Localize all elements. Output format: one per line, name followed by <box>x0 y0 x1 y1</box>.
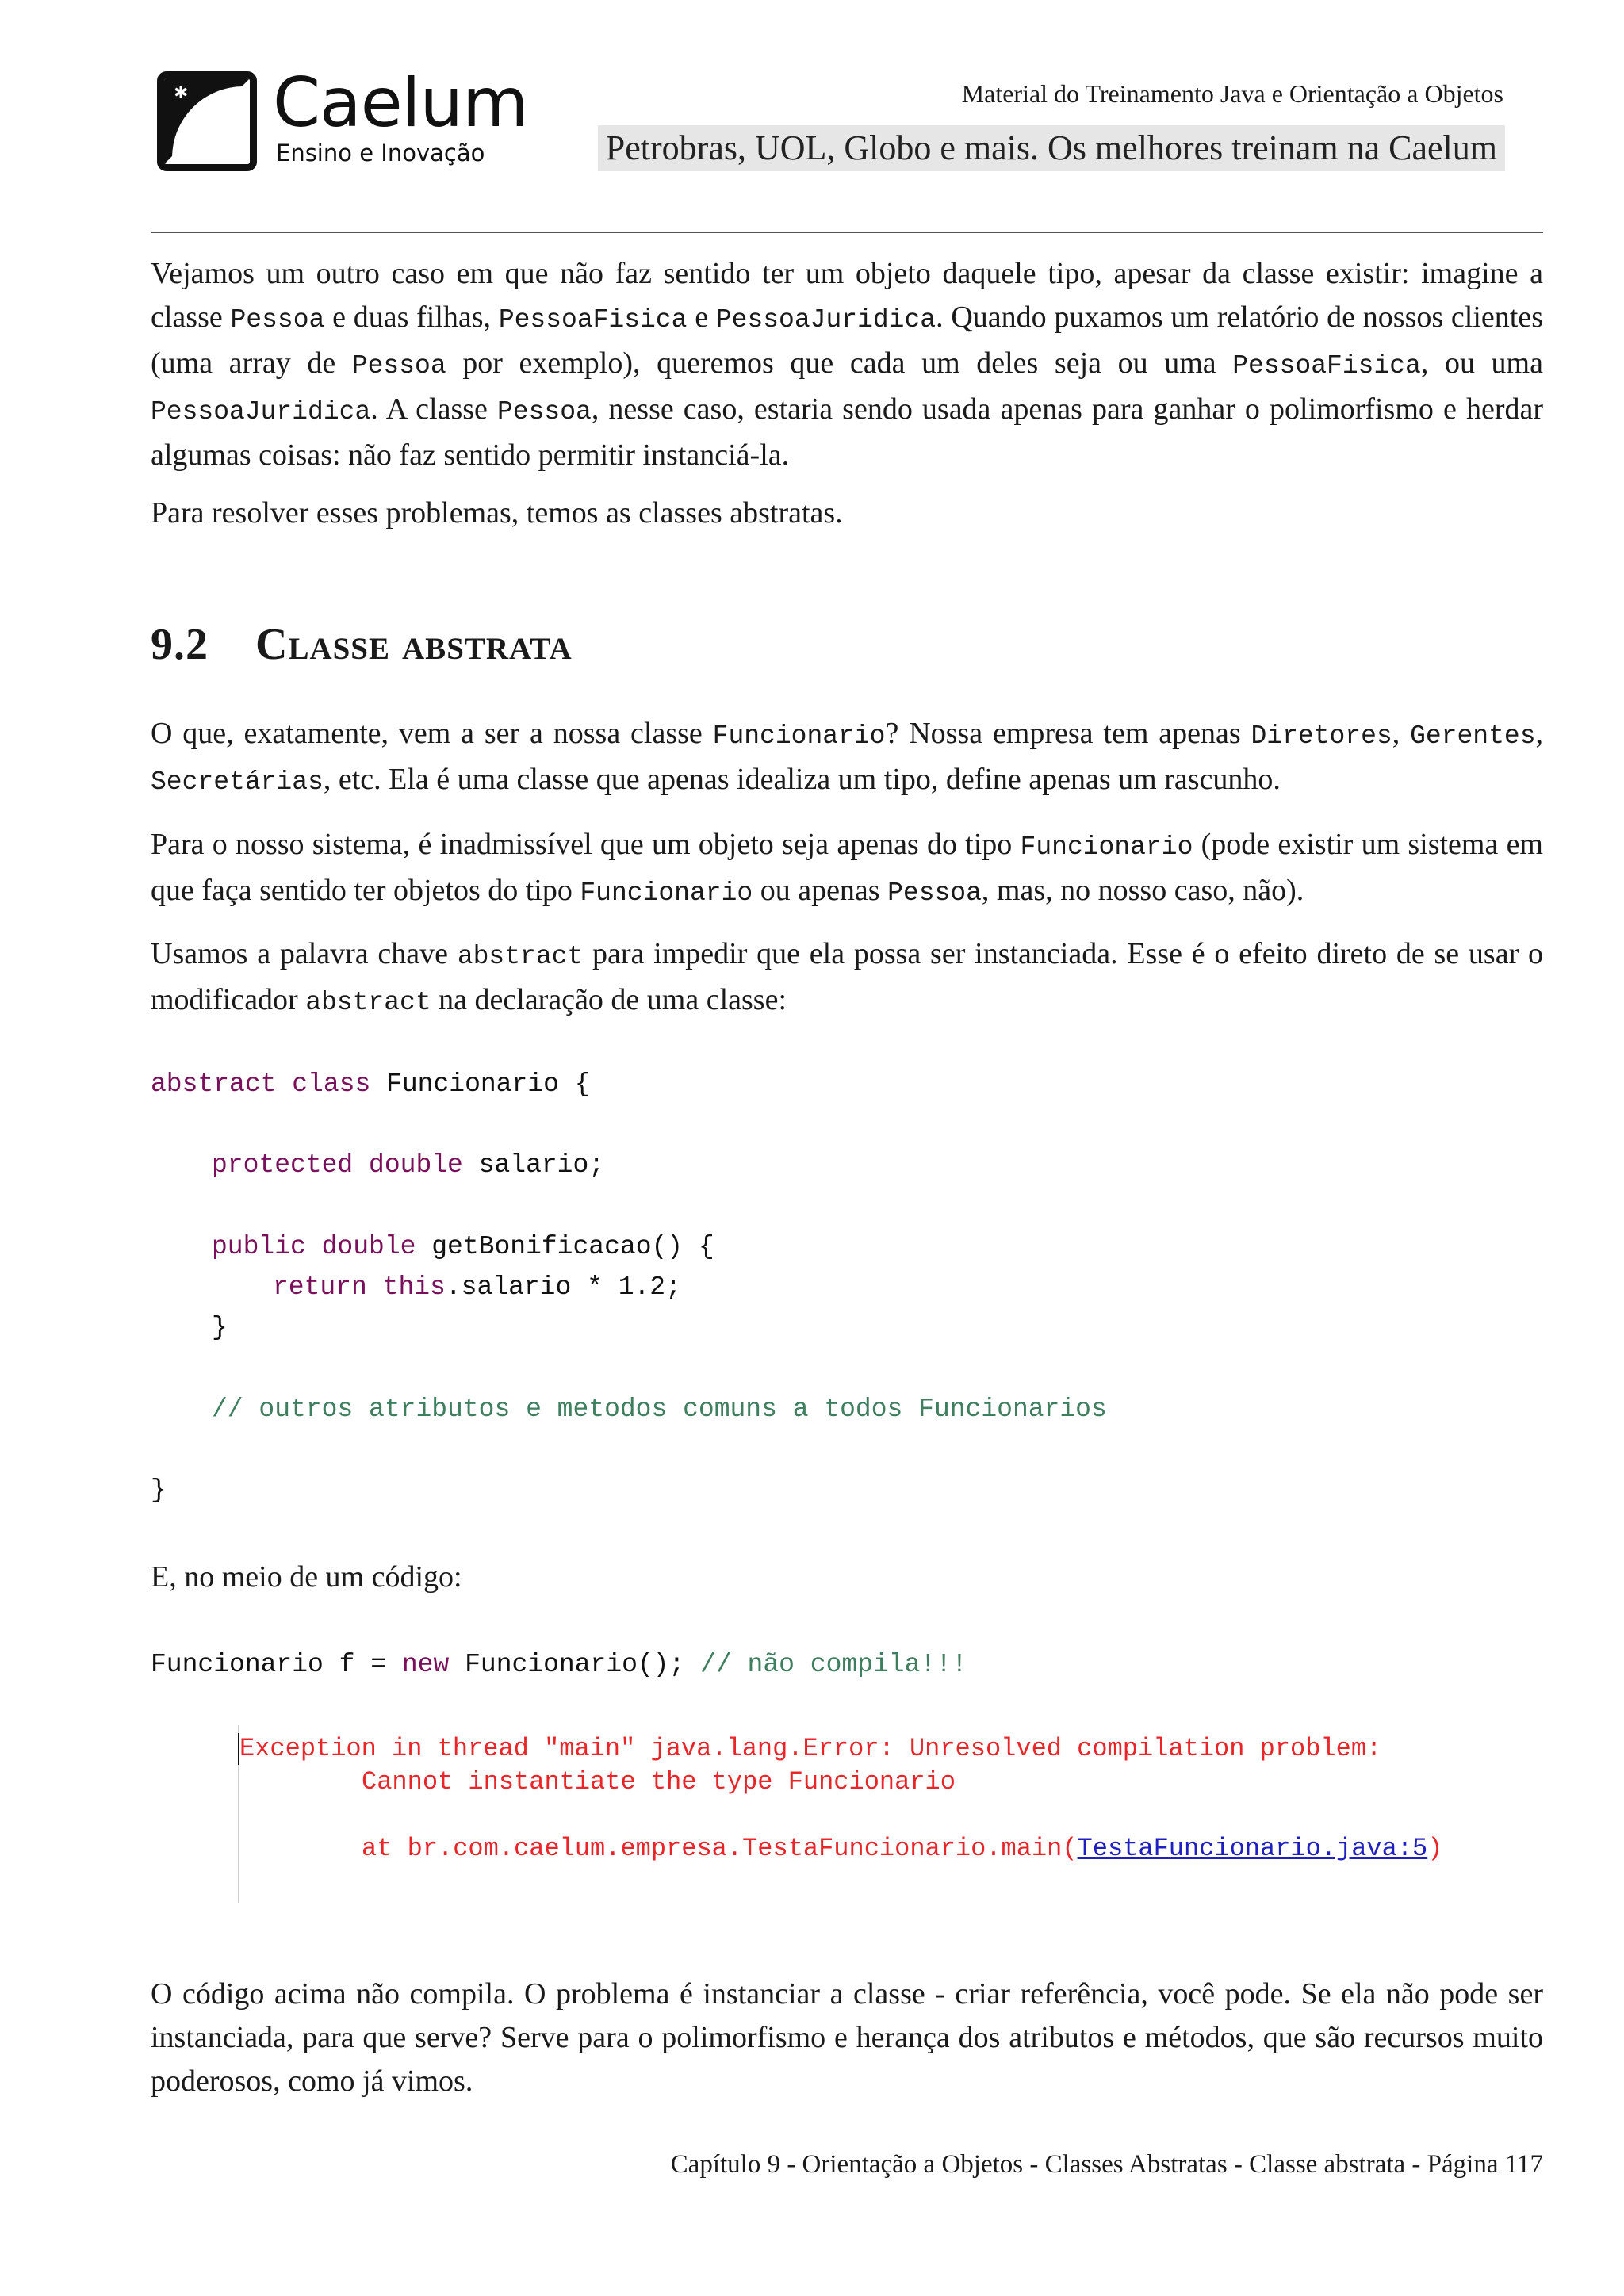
code-block-instantiation: Funcionario f = new Funcionario(); // não compila!!! <box>151 1650 967 1679</box>
stack-trace-link[interactable]: TestaFuncionario.java:5 <box>1077 1834 1428 1863</box>
code-line: public double getBonificacao() { <box>212 1232 714 1261</box>
section-number: 9.2 <box>151 620 209 669</box>
inline-code: abstract <box>305 988 431 1017</box>
console-error-line: Cannot instantiate the type Funcionario <box>362 1767 956 1797</box>
inline-code: Pessoa <box>351 351 446 381</box>
training-title: Material do Treinamento Java e Orientação a Objetos <box>961 79 1503 108</box>
inline-code: PessoaFisica <box>1232 351 1421 381</box>
inline-code: PessoaJuridica <box>151 397 371 427</box>
inline-code: Diretores <box>1251 721 1392 751</box>
body-paragraph-3: O que, exatamente, vem a ser a nossa classe Funcionario? Nossa empresa tem apenas Diretores, Gerentes, Secretárias, etc. Ela é uma classe que apenas idealiza um tipo, define apenas um rascunho. <box>151 717 1544 797</box>
code-line: } <box>151 1475 167 1505</box>
inline-code: Pessoa <box>497 397 592 427</box>
star-icon: ✱ <box>174 83 189 103</box>
logo-tagline: Ensino e Inovação <box>276 140 485 166</box>
inline-code: Secretárias <box>151 767 324 797</box>
logo-name: Caelum <box>273 63 528 143</box>
body-paragraph-4: Para o nosso sistema, é inadmissível que um objeto seja apenas do tipo Funcionario (pode existir um sistema em que faça sentido ter objetos do tipo Funcionario ou apenas Pessoa, mas, no nosso caso, não). <box>151 828 1543 908</box>
console-error-line: Exception in thread "main" java.lang.Error: Unresolved compilation problem: <box>239 1734 1382 1763</box>
console-stack-line: at br.com.caelum.empresa.TestaFuncionario.main(TestaFuncionario.java:5) <box>362 1834 1443 1863</box>
inline-code: Funcionario <box>580 878 753 908</box>
inline-code: Gerentes <box>1410 721 1536 751</box>
header-banner: Petrobras, UOL, Globo e mais. Os melhores treinam na Caelum <box>598 125 1505 171</box>
body-paragraph-5: Usamos a palavra chave abstract para impedir que ela possa ser instanciada. Esse é o efeito direto de se usar o modificador abstract na declaração de uma classe: <box>151 937 1544 1017</box>
section-heading <box>151 618 573 671</box>
inline-code: PessoaFisica <box>498 305 688 335</box>
body-paragraph-7: O código acima não compila. O problema é instanciar a classe - criar referência, você pode. Se ela não pode ser instanciada, para que serve? Serve para o polimorfismo e herança dos atributos e métodos, que são recursos muito poderosos, como já vimos. <box>151 1977 1543 2098</box>
code-line: } <box>212 1313 228 1342</box>
inline-code: Funcionario <box>1020 832 1193 862</box>
intro-paragraph-1: Vejamos um outro caso em que não faz sentido ter um objeto daquele tipo, apesar da classe existir: imagine a classe Pessoa e duas filhas, PessoaFisica e PessoaJuridica. Quando puxamos um relatório de nossos clientes (uma array de Pessoa por exemplo), queremos que cada um deles seja ou uma PessoaFisica, ou uma PessoaJuridica. A classe Pessoa, nesse caso, estaria sendo usada apenas para ganhar o polimorfismo e herdar algumas coisas: não faz sentido permitir instanciá-la. <box>151 257 1543 472</box>
body-paragraph-6: E, no meio de um código: <box>151 1560 462 1594</box>
intro-paragraph-2: Para resolver esses problemas, temos as classes abstratas. <box>151 496 843 530</box>
inline-code: abstract <box>457 942 584 971</box>
inline-code: Pessoa <box>887 878 982 908</box>
header-divider <box>151 232 1543 233</box>
inline-code: Pessoa <box>230 305 325 335</box>
code-line: abstract class Funcionario { <box>151 1070 591 1099</box>
section-title: Classe abstrata <box>255 620 573 669</box>
inline-code: PessoaJuridica <box>715 305 936 335</box>
code-line: return this.salario * 1.2; <box>273 1272 681 1302</box>
page-footer: Capítulo 9 - Orientação a Objetos - Classes Abstratas - Classe abstrata - Página 117 <box>670 2150 1543 2179</box>
caelum-logo-mark <box>157 71 257 171</box>
code-comment: // outros atributos e metodos comuns a todos Funcionarios <box>212 1395 1107 1424</box>
code-line: protected double salario; <box>212 1150 605 1180</box>
caelum-logo <box>157 63 528 175</box>
inline-code: Funcionario <box>712 721 886 751</box>
